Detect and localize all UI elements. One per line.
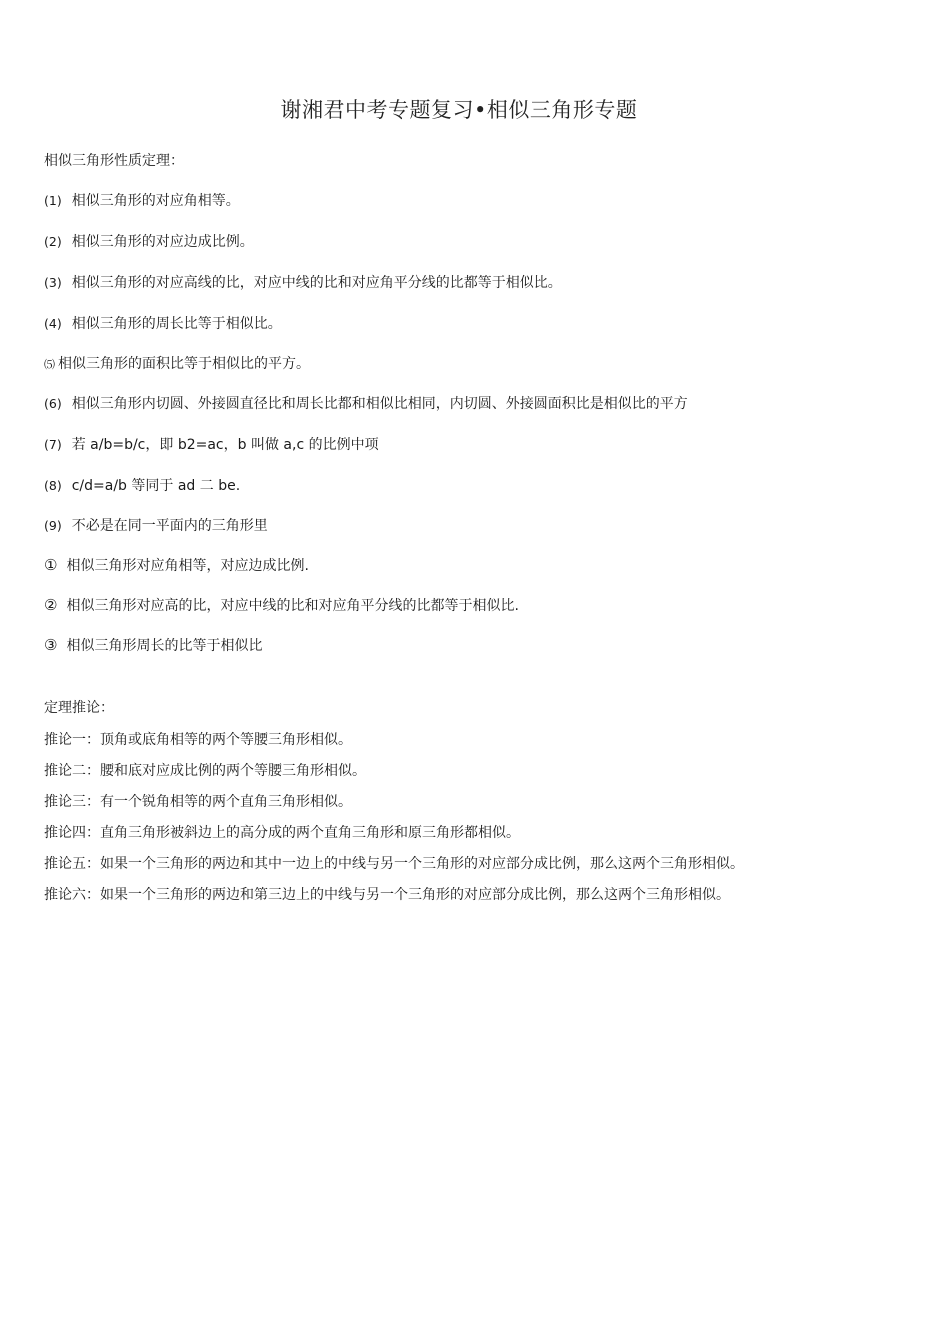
property-item (44, 313, 282, 333)
property-item (44, 393, 688, 413)
property-item (44, 555, 309, 575)
property-item (44, 475, 240, 495)
item-number: (2) (44, 234, 62, 249)
item-text: 相似三角形的对应边成比例。 (71, 234, 254, 250)
document-title: 谢湘君中考专题复习•相似三角形专题 (280, 98, 638, 122)
corollary-item: 推论三：有一个锐角相等的两个直角三角形相似。 (44, 794, 352, 810)
item-number: (3) (44, 275, 62, 290)
property-item (44, 635, 262, 655)
property-item (44, 434, 379, 454)
item-number: (7) (44, 437, 62, 452)
item-number: (1) (44, 193, 62, 208)
item-text: 相似三角形对应高的比，对应中线的比和对应角平分线的比都等于相似比. (66, 598, 519, 614)
property-item (44, 515, 268, 535)
item-number: (4) (44, 316, 62, 331)
item-text: 相似三角形的面积比等于相似比的平方。 (58, 356, 310, 372)
item-text: 相似三角形对应角相等，对应边成比例. (66, 558, 309, 574)
item-text: 相似三角形的周长比等于相似比。 (71, 316, 282, 332)
corollary-item: 推论五：如果一个三角形的两边和其中一边上的中线与另一个三角形的对应部分成比例，那么这两个三角形相似。 (44, 856, 744, 872)
item-number: ② (44, 596, 58, 614)
item-number: (9) (44, 518, 62, 533)
corollaries-heading: 定理推论： (44, 700, 114, 716)
item-text: 相似三角形的对应高线的比，对应中线的比和对应角平分线的比都等于相似比。 (71, 275, 562, 291)
property-item (44, 353, 310, 373)
item-text: 相似三角形内切圆、外接圆直径比和周长比都和相似比相同，内切圆、外接圆面积比是相似比的平方 (71, 396, 688, 412)
item-number: (6) (44, 396, 62, 411)
property-item (44, 595, 519, 615)
item-number: ③ (44, 636, 58, 654)
corollary-item: 推论六：如果一个三角形的两边和第三边上的中线与另一个三角形的对应部分成比例，那么这两个三角形相似。 (44, 887, 730, 903)
property-item (44, 231, 254, 251)
property-item (44, 272, 562, 292)
corollary-item: 推论一：顶角或底角相等的两个等腰三角形相似。 (44, 732, 352, 748)
item-text: 相似三角形的对应角相等。 (71, 193, 240, 209)
item-text: 若 a/b=b/c，即 b2=ac，b 叫做 a,c 的比例中项 (71, 437, 379, 453)
item-text: c/d=a/b 等同于 ad 二 be. (71, 478, 241, 494)
item-text: 相似三角形周长的比等于相似比 (66, 638, 263, 654)
item-text: 不必是在同一平面内的三角形里 (71, 518, 268, 534)
property-item (44, 190, 240, 210)
corollary-item: 推论四：直角三角形被斜边上的高分成的两个直角三角形和原三角形都相似。 (44, 825, 520, 841)
item-number: (8) (44, 478, 62, 493)
corollary-item: 推论二：腰和底对应成比例的两个等腰三角形相似。 (44, 763, 366, 779)
item-number: ⑸ (44, 358, 55, 371)
item-number: ① (44, 556, 58, 574)
properties-heading: 相似三角形性质定理： (44, 153, 184, 169)
